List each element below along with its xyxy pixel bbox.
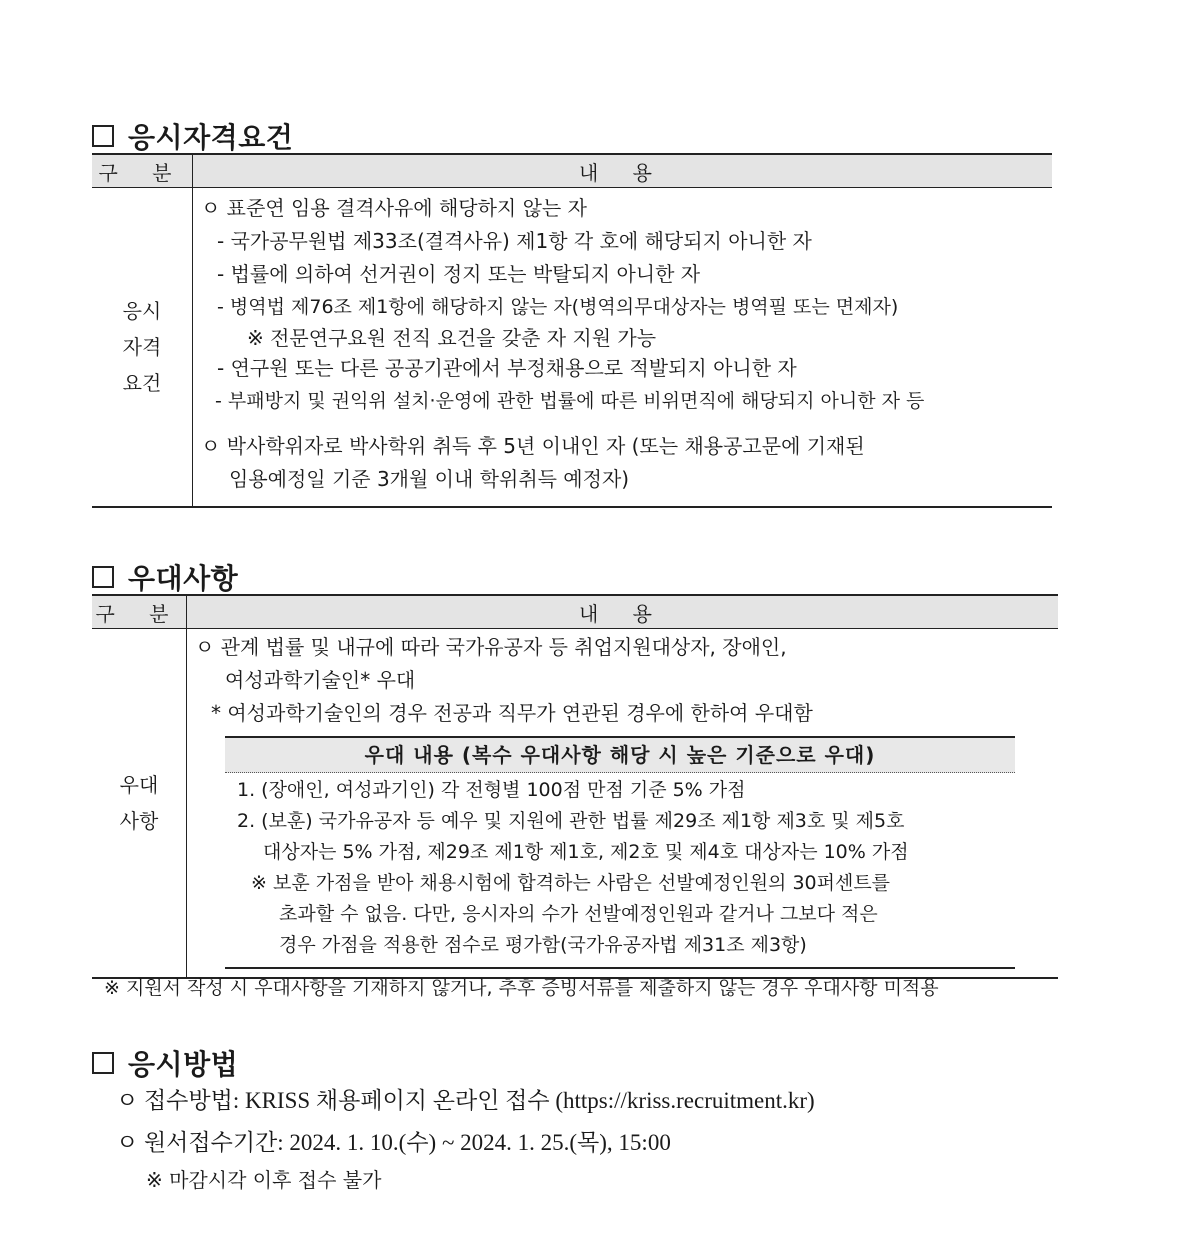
preferences-table <box>92 594 1058 979</box>
checkbox-icon <box>92 1052 114 1074</box>
bullet-continuation: 여성과학기술인* 우대 <box>225 668 416 692</box>
bullet-continuation: 임용예정일 기준 3개월 이내 학위취득 예정자) <box>229 467 630 491</box>
section-title-preferences <box>92 557 238 597</box>
qualifications-table <box>92 153 1052 508</box>
row-content <box>187 629 1059 979</box>
bullet-item: ㅇ 표준연 임용 결격사유에 해당하지 않는 자 <box>201 196 587 220</box>
header-content: 내 용 <box>193 154 1053 188</box>
section-title-application <box>92 1043 238 1083</box>
preference-detail-body <box>225 773 1015 969</box>
section-title-qualifications <box>92 116 293 156</box>
detail-continuation: 대상자는 5% 가점, 제29조 제1항 제1호, 제2호 및 제4호 대상자는 10% 가점 <box>263 841 909 863</box>
detail-item: 1. (장애인, 여성과기인) 각 전형별 100점 만점 기준 5% 가점 <box>237 779 746 801</box>
checkbox-icon <box>92 125 114 147</box>
bullet-item: ㅇ 박사학위자로 박사학위 취득 후 5년 이내인 자 (또는 채용공고문에 기재된 <box>201 434 865 458</box>
application-period: ㅇ 원서접수기간: 2024. 1. 10.(수) ~ 2024. 1. 25.(목), 15:00 <box>116 1130 671 1155</box>
row-label: 우대 사항 <box>92 629 187 979</box>
detail-note-continuation: 경우 가점을 적용한 점수로 평가함(국가유공자법 제31조 제3항) <box>279 934 807 956</box>
detail-note: ※ 보훈 가점을 받아 채용시험에 합격하는 사람은 선발예정인원의 30퍼센트를 <box>251 872 891 894</box>
deadline-note: ※ 마감시각 이후 접수 불가 <box>146 1168 382 1192</box>
sub-item: - 병역법 제76조 제1항에 해당하지 않는 자(병역의무대상자는 병역필 또는 면제자) <box>217 296 899 318</box>
row-content <box>193 188 1053 508</box>
header-category: 구 분 <box>92 154 193 188</box>
header-category: 구 분 <box>92 595 187 629</box>
detail-note-continuation: 초과할 수 없음. 다만, 응시자의 수가 선발예정인원과 같거나 그보다 적은 <box>279 903 878 925</box>
preference-detail-box <box>225 736 1015 969</box>
preferences-note: ※ 지원서 작성 시 우대사항을 기재하지 않거나, 추후 증빙서류를 제출하지 않는 경우 우대사항 미적용 <box>104 977 939 999</box>
row-label: 응시 자격 요건 <box>92 188 193 508</box>
bullet-item: ㅇ 관계 법률 및 내규에 따라 국가유공자 등 취업지원대상자, 장애인, <box>195 635 787 659</box>
application-method: ㅇ 접수방법: KRISS 채용페이지 온라인 접수 (https://kriss.recruitment.kr) <box>116 1088 815 1113</box>
checkbox-icon <box>92 566 114 588</box>
note-item: ※ 전문연구요원 전직 요건을 갖춘 자 지원 가능 <box>247 326 657 350</box>
footnote-item: * 여성과학기술인의 경우 전공과 직무가 연관된 경우에 한하여 우대함 <box>211 701 813 725</box>
sub-item: - 법률에 의하여 선거권이 정지 또는 박탈되지 아니한 자 <box>217 262 701 286</box>
sub-item: - 국가공무원법 제33조(결격사유) 제1항 각 호에 해당되지 아니한 자 <box>217 229 812 253</box>
header-content: 내 용 <box>187 595 1059 629</box>
preference-detail-header: 우대 내용 (복수 우대사항 해당 시 높은 기준으로 우대) <box>225 736 1015 773</box>
sub-item: - 연구원 또는 다른 공공기관에서 부정채용으로 적발되지 아니한 자 <box>217 356 797 380</box>
detail-item: 2. (보훈) 국가유공자 등 예우 및 지원에 관한 법률 제29조 제1항 제3호 및 제5호 <box>237 810 905 832</box>
section-title-text: 우대사항 <box>128 562 239 595</box>
section-title-text: 응시방법 <box>128 1048 239 1081</box>
sub-item: - 부패방지 및 권익위 설치·운영에 관한 법률에 따른 비위면직에 해당되지 아니한 자 등 <box>215 390 925 412</box>
section-title-text: 응시자격요건 <box>128 121 294 154</box>
